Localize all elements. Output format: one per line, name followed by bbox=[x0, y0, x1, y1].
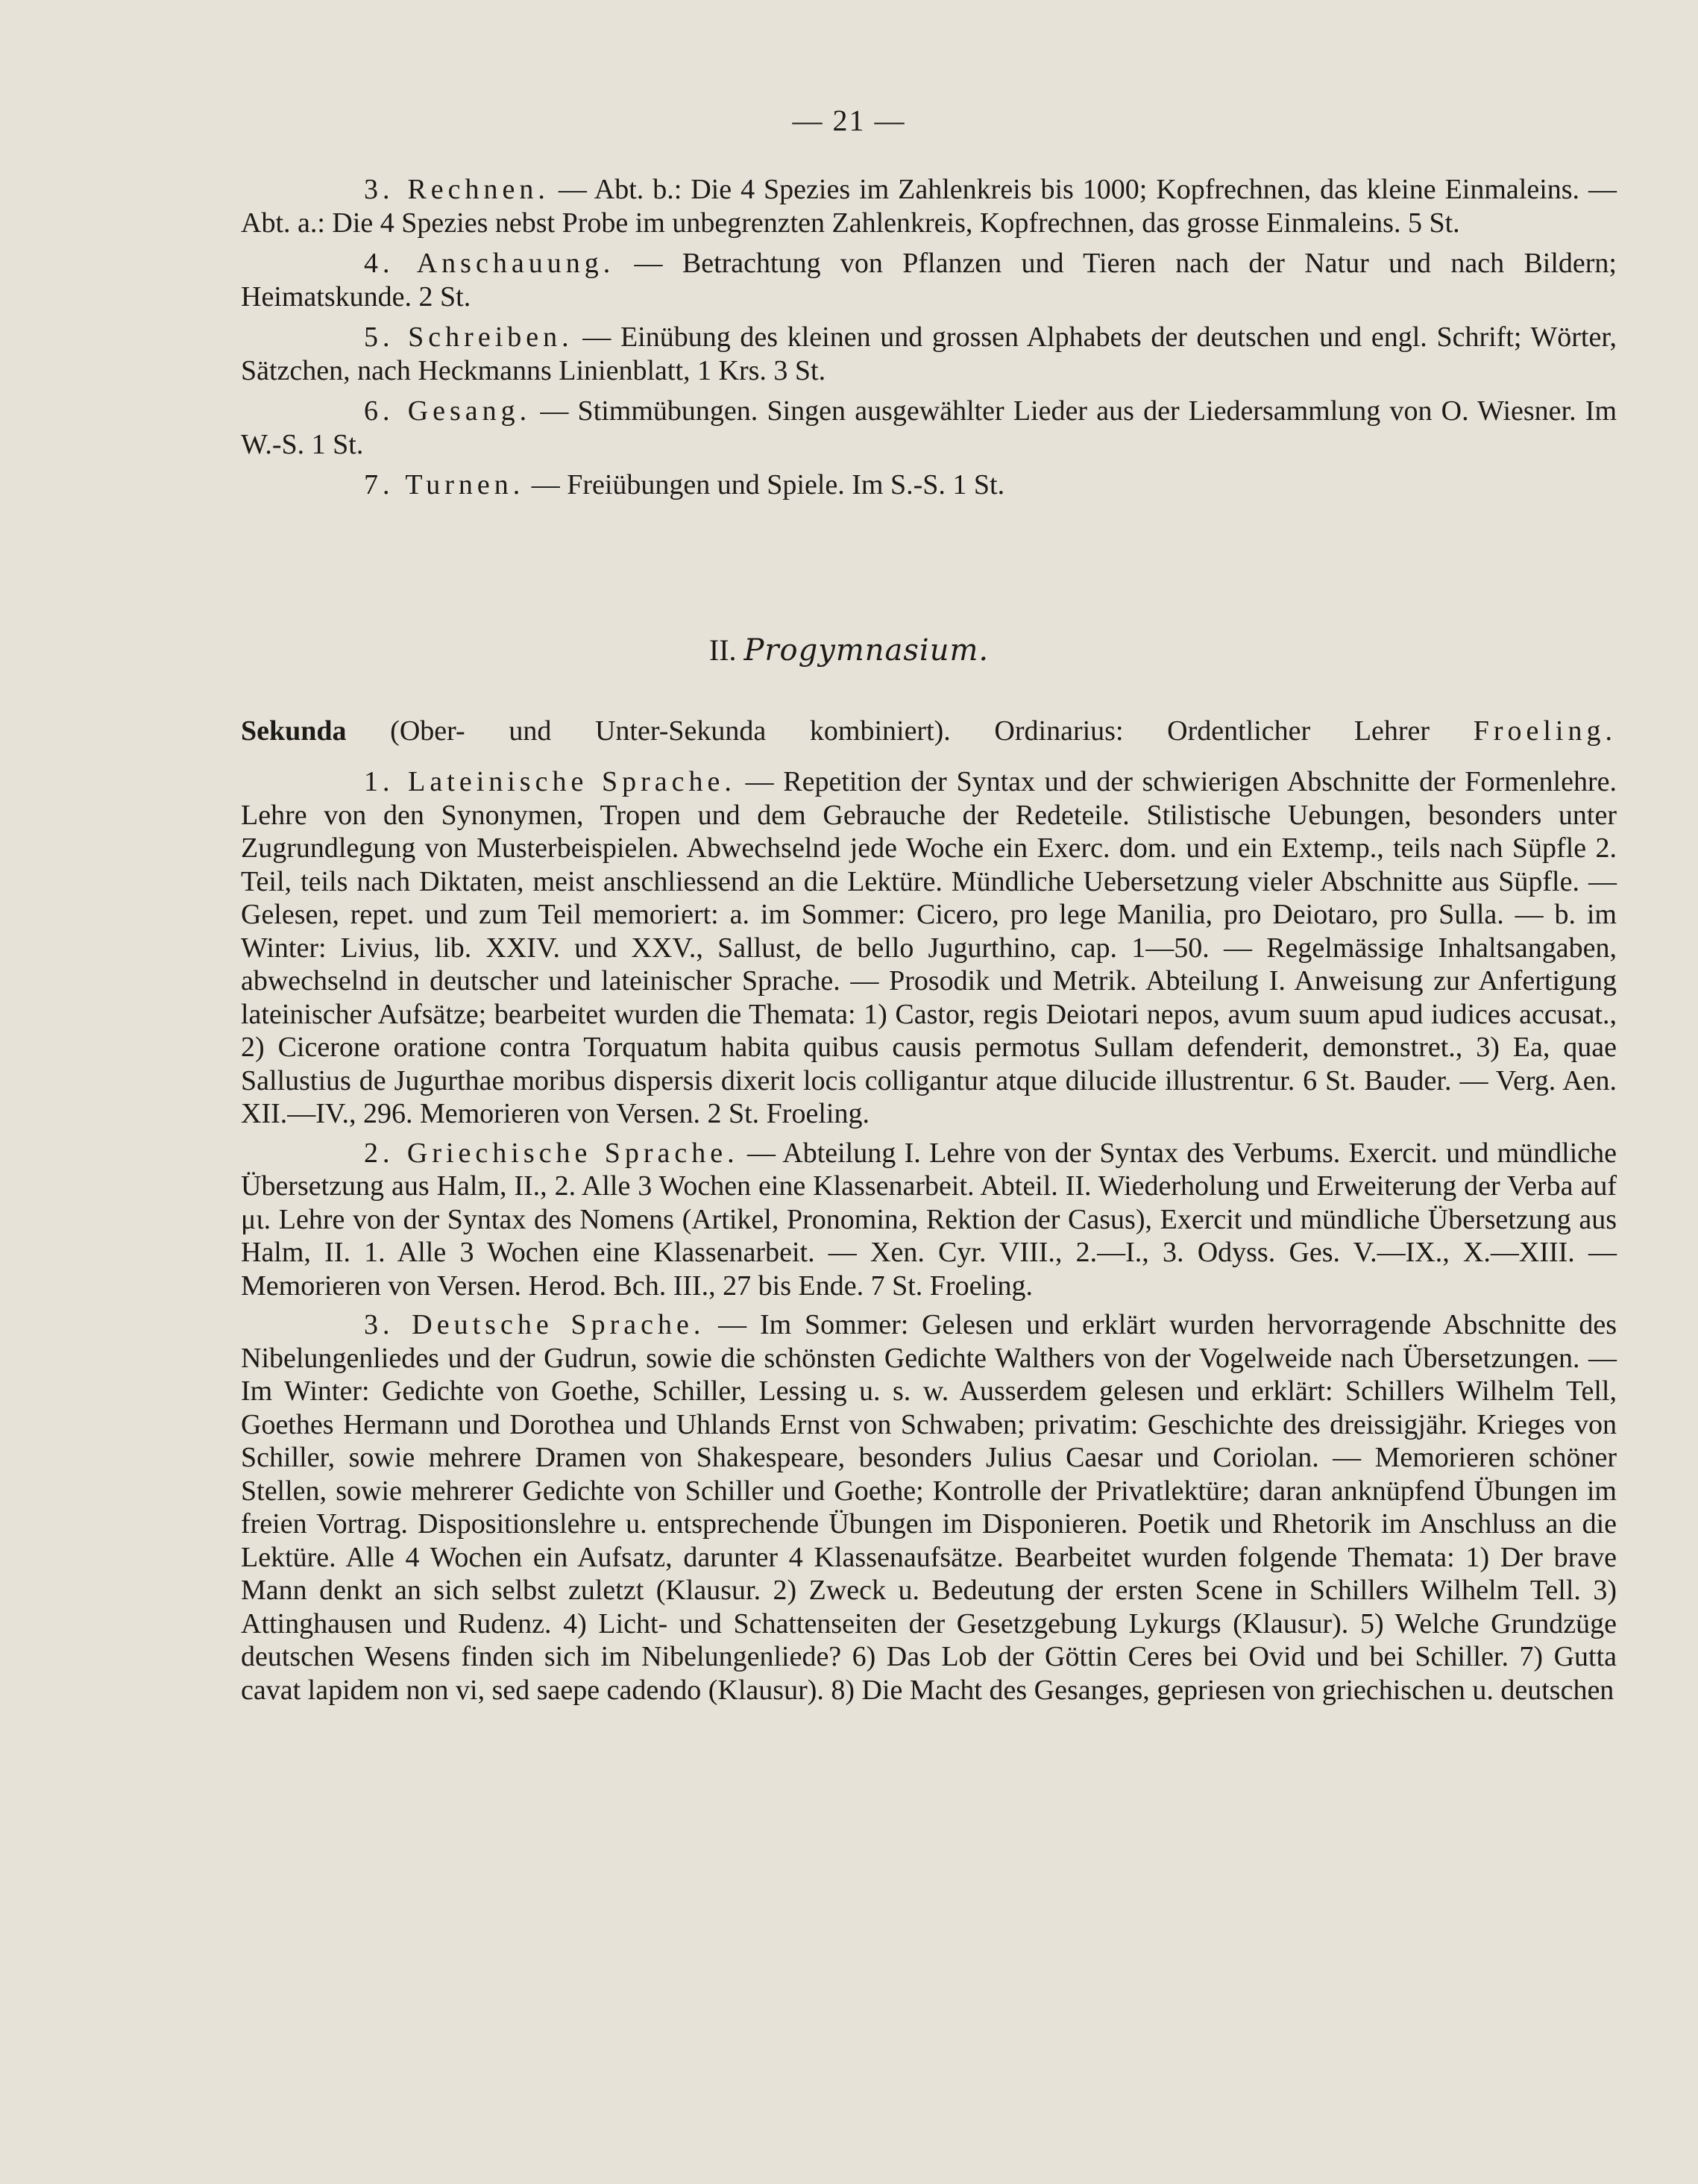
section-title: Progymnasium. bbox=[743, 633, 990, 668]
subject-label: 7. Turnen. bbox=[364, 469, 525, 501]
subject-label: 6. Gesang. bbox=[364, 395, 532, 427]
subject-label: 5. Schreiben. bbox=[364, 321, 573, 353]
subject-text: — Abt. b.: Die 4 Spezies im Zahlenkreis bis 1000; Kopfrechnen, das kleine Einmaleins. — Abt. a.: Die 4 Spezies nebst Probe im unbegrenzten Zahlenkreis, Kopfrechnen, das grosse Einmaleins. 5 St. bbox=[241, 174, 1617, 239]
subject-label: 3. Rechnen. bbox=[364, 174, 550, 205]
subject-text: — Repetition der Syntax und der schwierigen Abschnitte der Formenlehre. Lehre von den Synonymen, Tropen und dem Gebrauche der Redeteile. Stilistische Uebungen, besonders unter Zugrundlegung von Musterbeispielen. Abwechselnd jede Woche ein Exerc. dom. und ein Extemp., teils nach Süpfle 2. Teil, teils nach Diktaten, meist anschliessend an die Lektüre. Mündliche Uebersetzung vieler Abschnitte aus Süpfle. — Gelesen, repet. und zum Teil memoriert: a. im Sommer: Cicero, pro lege Manilia, pro Deiotaro, pro Sulla. — b. im Winter: Livius, lib. XXIV. und XXV., Sallust, de bello Jugurthino, cap. 1—50. — Regelmässige Inhaltsangaben, abwechselnd in deutscher und lateinischer Sprache. — Prosodik und Metrik. Abteilung I. Anweisung zur Anfertigung lateinischer Aufsätze; bearbeitet wurden die Themata: 1) Castor, regis Deiotari nepos, avum suum apud iudices accusat., 2) Cicerone oratione contra Torquatum habita quibus causis permotus Sullam defenderit, demonstret., 3) Ea, quae Sallustius de Jugurthae moribus dispersis dixerit locis colligantur atque dilucide illustrentur. 6 St. Bauder. — Verg. Aen. XII.—IV., 296. Memorieren von Versen. 2 St. Froeling. bbox=[241, 766, 1617, 1129]
list-item bbox=[241, 247, 1617, 313]
subject-label: 4. Anschauung. bbox=[364, 248, 615, 279]
subject-text: — Abteilung I. Lehre von der Syntax des Verbums. Exercit. und mündliche Übersetzung aus Halm, II., 2. Alle 3 Wochen eine Klassenarbeit. Abteil. II. Wiederholung und Erweiterung der Verba auf μι. Lehre von der Syntax des Nomens (Artikel, Pronomina, Rektion der Casus), Exercit und mündliche Übersetzung aus Halm, II. 1. Alle 3 Wochen eine Klassenarbeit. — Xen. Cyr. VIII., 2.—I., 3. Odyss. Ges. V.—IX., X.—XIII. — Memorieren von Versen. Herod. Bch. III., 27 bis Ende. 7 St. Froeling. bbox=[241, 1137, 1617, 1302]
section-numeral: II. bbox=[708, 633, 737, 667]
subject-text: — Stimmübungen. Singen ausgewählter Lieder aus der Liedersammlung von O. Wiesner. Im W.-S. 1 St. bbox=[241, 395, 1617, 460]
subject-label: 3. Deutsche Sprache. bbox=[364, 1309, 705, 1340]
page-number: — 21 — bbox=[792, 104, 906, 137]
list-item bbox=[241, 765, 1617, 1131]
list-item bbox=[241, 173, 1617, 239]
list-item bbox=[241, 1137, 1617, 1303]
subject-label: 1. Lateinische Sprache. bbox=[364, 766, 736, 797]
subject-text: — Im Sommer: Gelesen und erklärt wurden hervorragende Abschnitte des Nibelungenliedes und der Gudrun, sowie die schönsten Gedichte Walthers von der Vogelweide nach Übersetzungen. — Im Winter: Gedichte von Goethe, Schiller, Lessing u. s. w. Ausserdem gelesen und erklärt: Schillers Wilhelm Tell, Goethes Hermann und Dorothea und Uhlands Ernst von Schwaben; privatim: Geschichte des dreissigjähr. Krieges von Schiller, sowie mehrere Dramen von Shakespeare, besonders Julius Caesar und Coriolan. — Memorieren schöner Stellen, sowie mehrerer Gedichte von Schiller und Goethe; Kontrolle der Privatlektüre; daran anknüpfend Übungen im freien Vortrag. Dispositionslehre u. entsprechende Übungen im Disponieren. Poetik und Rhetorik im Anschluss an die Lektüre. Alle 4 Wochen ein Aufsatz, darunter 4 Klassenaufsätze. Bearbeitet wurden folgende Themata: 1) Der brave Mann denkt an sich selbst zuletzt (Klausur. 2) Zweck u. Bedeutung der ersten Scene in Schillers Wilhelm Tell. 3) Attinghausen und Rudenz. 4) Licht- und Schattenseiten der Gesetzgebung Lykurgs (Klausur). 5) Welche Grundzüge deutschen Wesens finden sich im Nibelungenliede? 6) Das Lob der Göttin Ceres bei Ovid und bei Schiller. 7) Gutta cavat lapidem non vi, sed saepe cadendo (Klausur). 8) Die Macht des Gesanges, gepriesen von griechischen u. deutschen bbox=[241, 1309, 1617, 1706]
subject-text: — Freiübungen und Spiele. Im S.-S. 1 St. bbox=[524, 469, 1005, 501]
class-name: Sekunda bbox=[241, 715, 347, 747]
list-item bbox=[241, 395, 1617, 461]
section-heading bbox=[0, 633, 1698, 668]
subject-text: — Einübung des kleinen und grossen Alphabets der deutschen und engl. Schrift; Wörter, Sätzchen, nach Heckmanns Linienblatt, 1 Krs. 3 St. bbox=[241, 321, 1617, 386]
class-heading bbox=[241, 715, 1617, 748]
subject-text: — Betrachtung von Pflanzen und Tieren nach der Natur und nach Bildern; Heimatskunde. 2 St. bbox=[241, 248, 1617, 313]
elementary-subjects-list bbox=[241, 173, 1617, 502]
gymnasium-subjects-list bbox=[241, 765, 1617, 1707]
class-teacher: Froeling. bbox=[1473, 715, 1617, 747]
list-item bbox=[241, 321, 1617, 387]
subject-label: 2. Griechische Sprache. bbox=[364, 1137, 739, 1169]
list-item bbox=[241, 1308, 1617, 1707]
class-description: (Ober- und Unter-Sekunda kombiniert). Ordinarius: Ordentlicher Lehrer bbox=[346, 715, 1474, 747]
list-item bbox=[241, 468, 1617, 502]
